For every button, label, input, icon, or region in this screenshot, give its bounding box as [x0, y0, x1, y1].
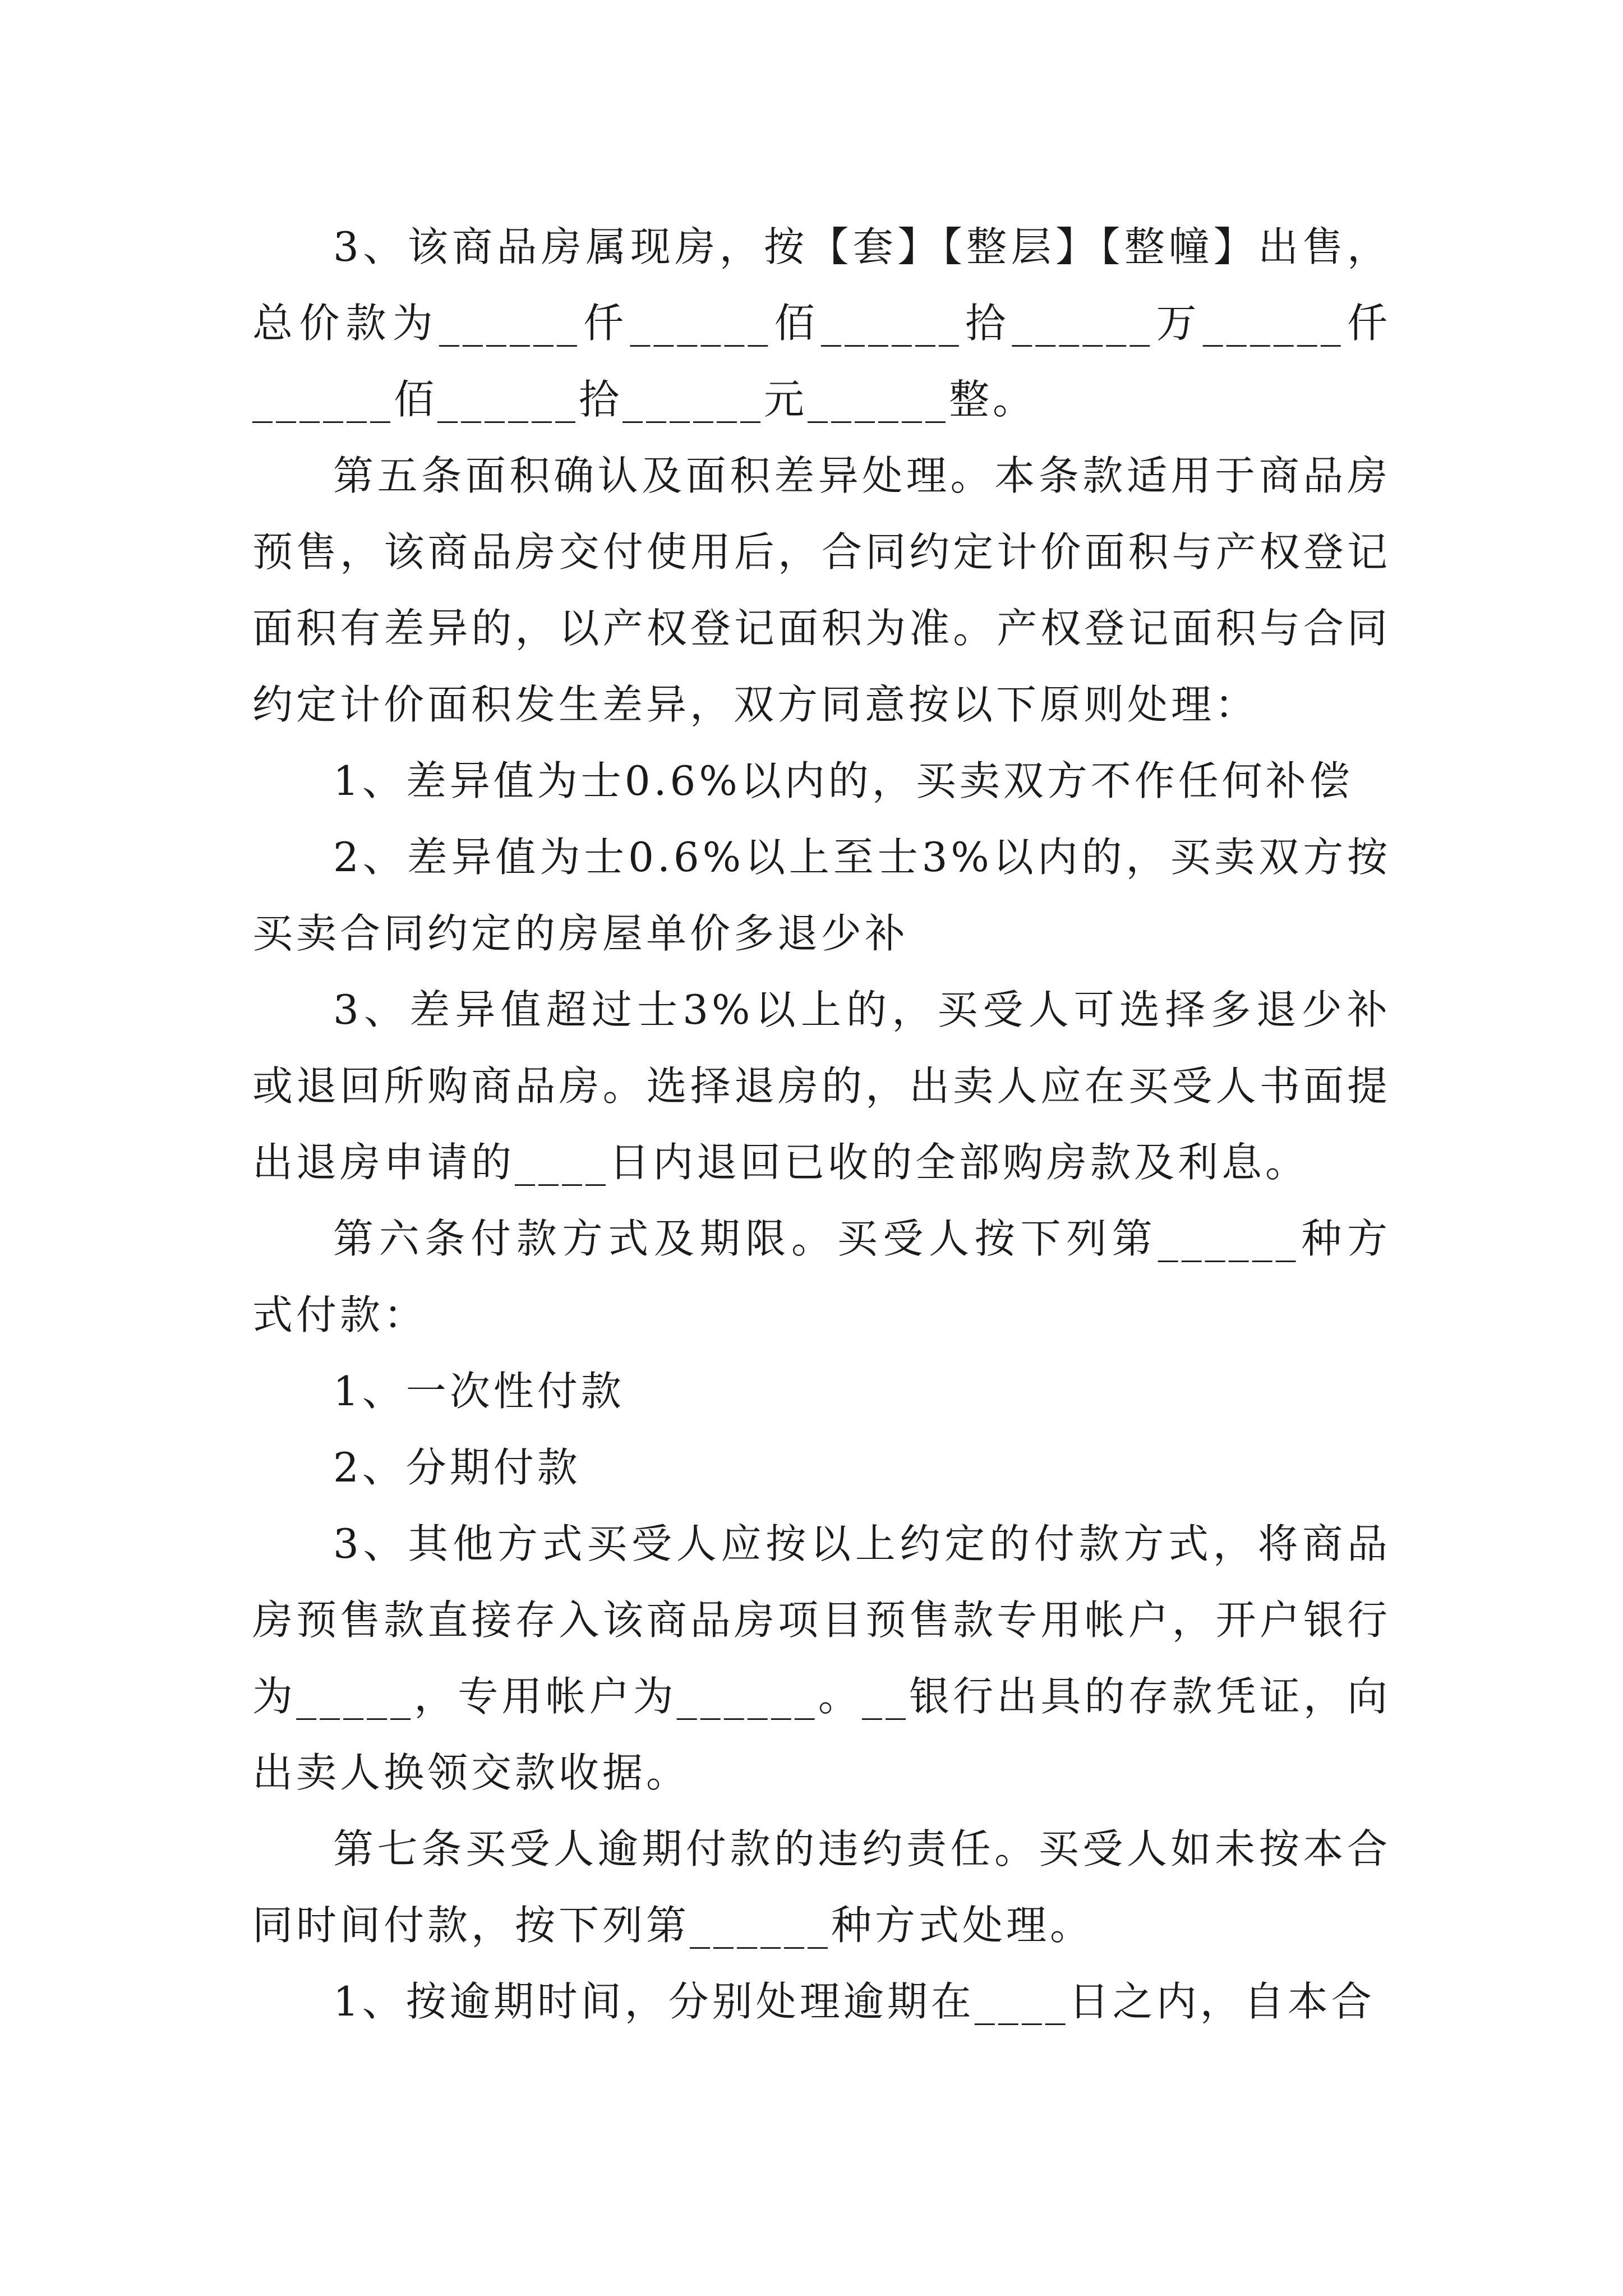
paragraph-diff-2: 2、差异值为士0.6%以上至士3%以内的，买卖双方按买卖合同约定的房屋单价多退少补 — [252, 834, 1391, 957]
paragraph-pay-2: 2、分期付款 — [333, 1444, 581, 1491]
paragraph-article-7: 第七条买受人逾期付款的违约责任。买受人如未按本合同时间付款，按下列第______种方式处理。 — [252, 1825, 1391, 1949]
paragraph-pay-1: 1、一次性付款 — [333, 1368, 625, 1415]
paragraph-pay-3: 3、其他方式买受人应按以上约定的付款方式，将商品房预售款直接存入该商品房项目预售款专用帐户，开户银行为_____，专用帐户为______。__银行出具的存款凭证，向出卖人换领交款收据。 — [252, 1520, 1391, 1796]
paragraph-article-5: 第五条面积确认及面积差异处理。本条款适用于商品房预售，该商品房交付使用后，合同约定计价面积与产权登记面积有差异的，以产权登记面积为准。产权登记面积与合同约定计价面积发生差异，双方同意按以下原则处理： — [252, 452, 1391, 728]
paragraph-article-6: 第六条付款方式及期限。买受人按下列第______种方式付款： — [252, 1215, 1391, 1338]
contract-body — [252, 209, 1391, 2040]
paragraph-price: 3、该商品房属现房，按【套】【整层】【整幢】出售，总价款为______仟______佰______拾______万______仟______佰______拾______元______整。 — [252, 223, 1391, 423]
paragraph-overdue-1: 1、按逾期时间，分别处理逾期在____日之内，自本合 — [333, 1978, 1375, 2025]
paragraph-diff-1: 1、差异值为士0.6%以内的，买卖双方不作任何补偿 — [333, 757, 1353, 804]
paragraph-diff-3: 3、差异值超过士3%以上的，买受人可选择多退少补或退回所购商品房。选择退房的，出卖人应在买受人书面提出退房申请的____日内退回已收的全部购房款及利息。 — [252, 986, 1391, 1186]
